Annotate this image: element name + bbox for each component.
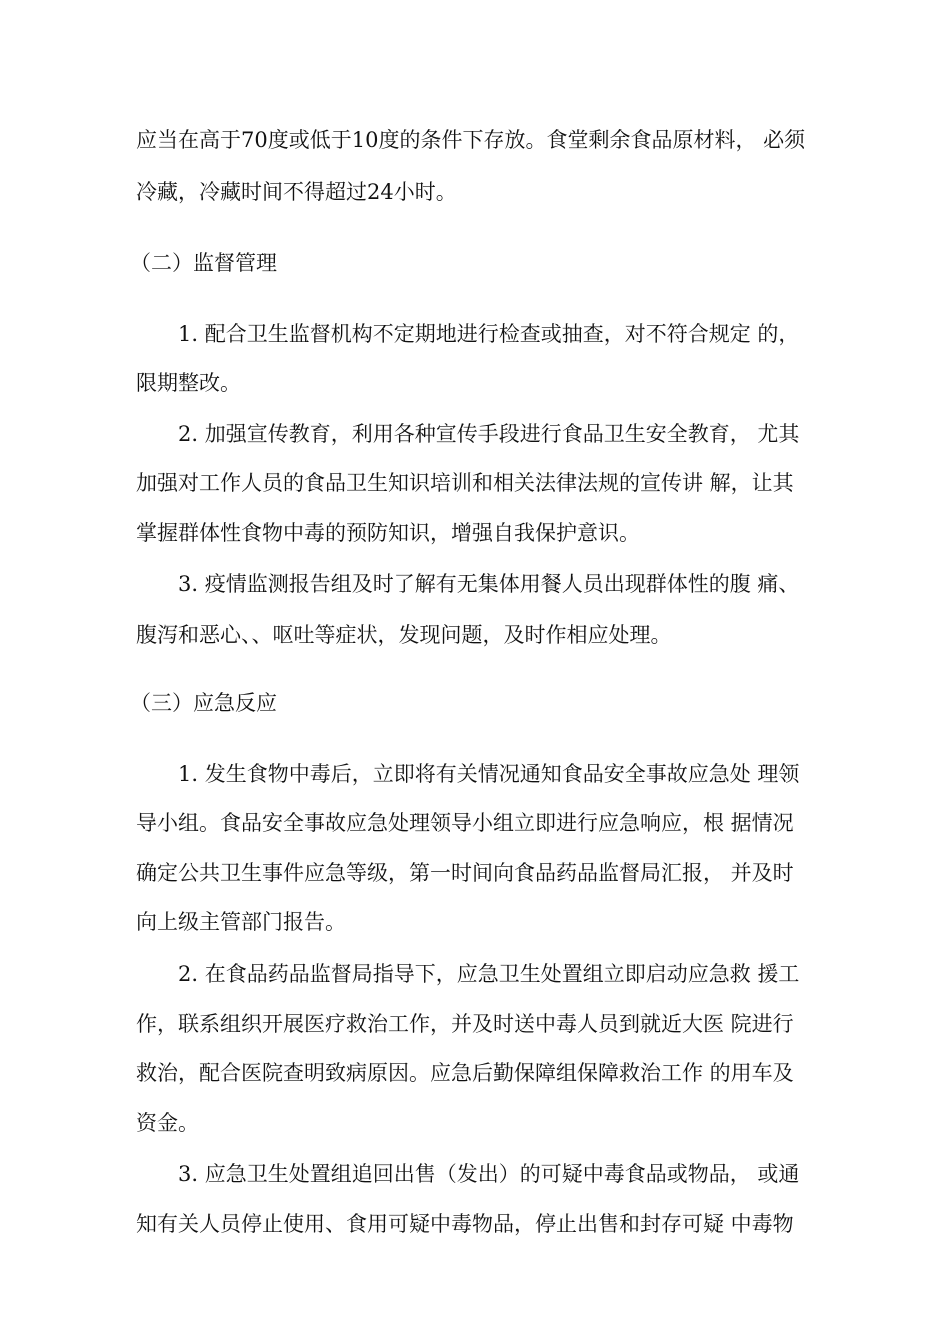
text-line: 加强对工作人员的食品卫生知识培训和相关法律法规的宣传讲 解，让其 — [136, 471, 794, 495]
section-heading: （三）应急反应 — [130, 691, 277, 715]
text-line: 应当在高于70度或低于10度的条件下存放。食堂剩余食品原材料， 必须 — [136, 128, 806, 152]
text-line: 1. 配合卫生监督机构不定期地进行检查或抽查，对不符合规定 的， — [178, 322, 800, 346]
text-line: 2. 加强宣传教育，利用各种宣传手段进行食品卫生安全教育， 尤其 — [178, 422, 800, 446]
text-line: 2. 在食品药品监督局指导下，应急卫生处置组立即启动应急救 援工 — [178, 962, 800, 986]
text-line: 3. 应急卫生处置组追回出售（发出）的可疑中毒食品或物品， 或通 — [178, 1162, 800, 1186]
text-line: 腹泻和恶心、、呕吐等症状，发现问题，及时作相应处理。 — [136, 623, 672, 647]
text-line: 资金。 — [136, 1111, 199, 1135]
text-line: 向上级主管部门报告。 — [136, 910, 346, 934]
section-heading: （二）监督管理 — [130, 251, 277, 275]
text-line: 1. 发生食物中毒后，立即将有关情况通知食品安全事故应急处 理领 — [178, 762, 800, 786]
text-line: 3. 疫情监测报告组及时了解有无集体用餐人员出现群体性的腹 痛、 — [178, 572, 800, 596]
text-line: 作，联系组织开展医疗救治工作，并及时送中毒人员到就近大医 院进行 — [136, 1012, 794, 1036]
text-line: 限期整改。 — [136, 371, 241, 395]
text-line: 救治，配合医院查明致病原因。应急后勤保障组保障救治工作 的用车及 — [136, 1061, 794, 1085]
text-line: 导小组。食品安全事故应急处理领导小组立即进行应急响应，根 据情况 — [136, 811, 794, 835]
text-line: 冷藏，冷藏时间不得超过24小时。 — [136, 180, 457, 204]
text-line: 掌握群体性食物中毒的预防知识，增强自我保护意识。 — [136, 521, 640, 545]
text-line: 确定公共卫生事件应急等级，第一时间向食品药品监督局汇报， 并及时 — [136, 861, 794, 885]
text-line: 知有关人员停止使用、食用可疑中毒物品，停止出售和封存可疑 中毒物 — [136, 1212, 794, 1236]
